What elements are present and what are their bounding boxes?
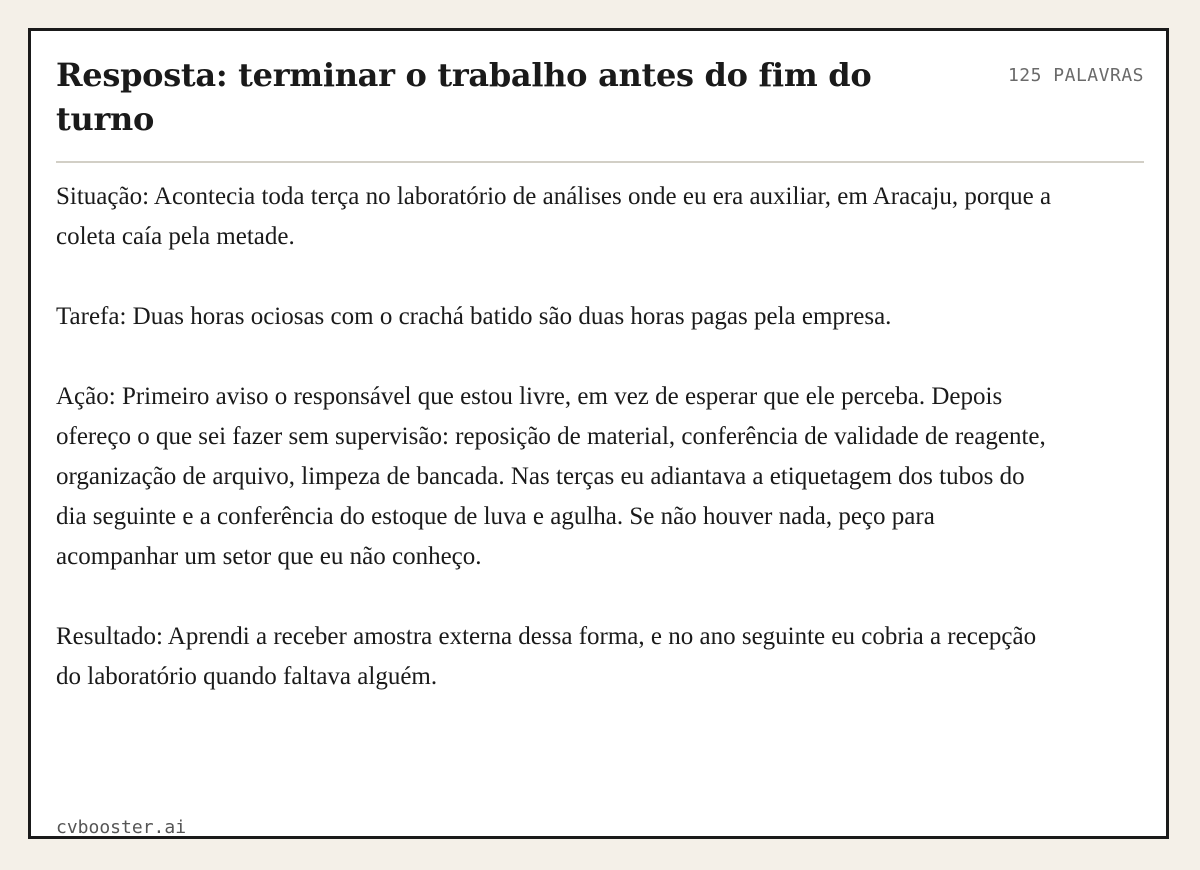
answer-body [56,177,1056,737]
answer-header [56,51,1144,163]
paragraph-situacao: Situação: Acontecia toda terça no laboratório de análises onde eu era auxiliar, em Aracaju, porque a coleta caía pela metade. [56,183,1052,250]
answer-title: Resposta: terminar o trabalho antes do fim do turno [56,56,872,138]
paragraph-acao: Ação: Primeiro aviso o responsável que estou livre, em vez de esperar que ele perceba. Depois ofereço o que sei fazer sem supervisão: reposição de material, conferência de validade de reagente, organização de arquivo, limpeza de bancada. Nas terças eu adiantava a etiquetagem dos tubos do dia seguinte e a conferência do estoque de luva e agulha. Se não houver nada, peço para acompanhar um setor que eu não conheço. [56,383,1046,570]
word-count-badge: 125 PALAVRAS [1007,65,1144,86]
answer-card [28,28,1169,839]
paragraph-resultado: Resultado: Aprendi a receber amostra externa dessa forma, e no ano seguinte eu cobria a recepção do laboratório quando faltava alguém. [56,623,1037,690]
brand-footer: cvbooster.ai [56,817,187,838]
paragraph-tarefa: Tarefa: Duas horas ociosas com o crachá batido são duas horas pagas pela empresa. [56,303,892,330]
